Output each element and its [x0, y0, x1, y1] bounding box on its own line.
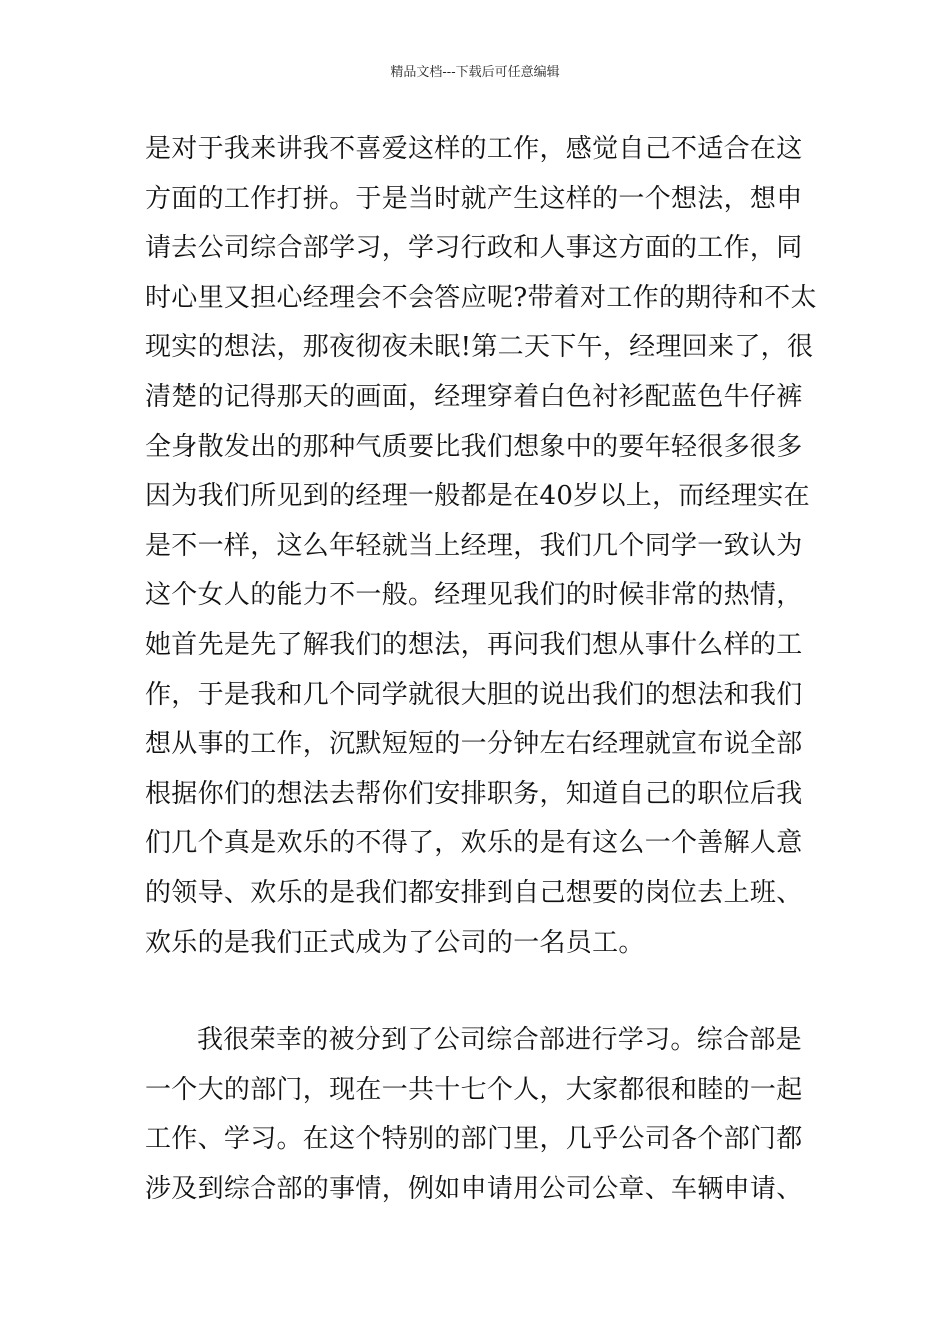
text-line: 是不一样，这么年轻就当上经理，我们几个同学一致认为	[145, 530, 803, 561]
document-body	[145, 125, 817, 1214]
page-header: 精品文档---下载后可任意编辑	[390, 65, 560, 80]
text-line: 的领导、欢乐的是我们都安排到自己想要的岗位去上班、	[145, 877, 803, 908]
text-line: 涉及到综合部的事情，例如申请用公司公章、车辆申请、	[145, 1173, 803, 1204]
text-line: 时心里又担心经理会不会答应呢?带着对工作的期待和不太	[145, 282, 817, 313]
text-line: 们几个真是欢乐的不得了，欢乐的是有这么一个善解人意	[145, 828, 803, 859]
text-line: 是对于我来讲我不喜爱这样的工作，感觉自己不适合在这	[145, 134, 803, 164]
text-line: 现实的想法，那夜彻夜未眠!第二天下午，经理回来了，很	[145, 332, 814, 363]
text-line: 请去公司综合部学习，学习行政和人事这方面的工作，同	[145, 233, 803, 264]
text-line: 根据你们的想法去帮你们安排职务，知道自己的职位后我	[145, 778, 803, 809]
text-line: 全身散发出的那种气质要比我们想象中的要年轻很多很多	[145, 431, 803, 462]
paragraph	[145, 125, 817, 968]
text-line: 她首先是先了解我们的想法，再问我们想从事什么样的工	[145, 629, 803, 660]
text-line: 一个大的部门，现在一共十七个人，大家都很和睦的一起	[145, 1074, 803, 1105]
paragraph	[145, 1016, 807, 1214]
text-line: 我很荣幸的被分到了公司综合部进行学习。综合部是	[197, 1025, 802, 1056]
text-line: 欢乐的是我们正式成为了公司的一名员工。	[145, 927, 645, 958]
text-line: 清楚的记得那天的画面，经理穿着白色衬衫配蓝色牛仔裤	[145, 381, 803, 412]
text-line: 这个女人的能力不一般。经理见我们的时候非常的热情，	[145, 580, 803, 611]
text-line: 作，于是我和几个同学就很大胆的说出我们的想法和我们	[145, 679, 803, 710]
paragraph-spacer	[145, 968, 807, 1016]
text-line: 方面的工作打拼。于是当时就产生这样的一个想法，想申	[145, 183, 803, 214]
text-line: 因为我们所见到的经理一般都是在40岁以上，而经理实在	[145, 481, 810, 512]
text-line: 工作、学习。在这个特别的部门里，几乎公司各个部门都	[145, 1124, 803, 1155]
text-line: 想从事的工作，沉默短短的一分钟左右经理就宣布说全部	[145, 729, 803, 760]
